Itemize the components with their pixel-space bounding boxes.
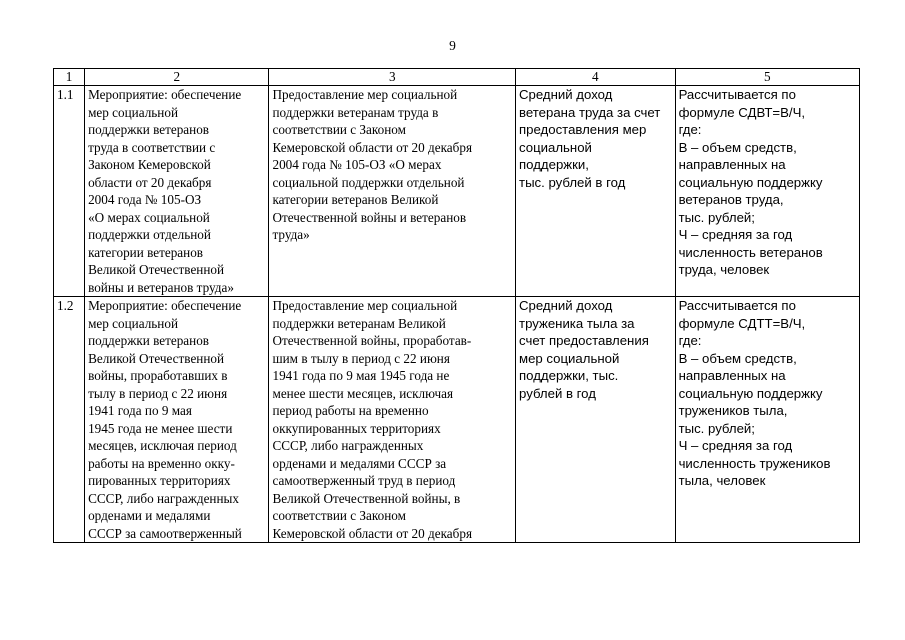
cell-text-line: социальную поддержку xyxy=(678,174,823,190)
cell-text-line: Великой Отечественной войны, в xyxy=(272,490,461,506)
cell-text-line: Великой Отечественной xyxy=(88,350,225,366)
cell-text-line: труда в соответствии с xyxy=(88,139,216,155)
column-header: 4 xyxy=(516,69,676,86)
cell-text-line: Отечественной войны и ветеранов xyxy=(272,209,467,225)
cell-text-line: оккупированных территориях xyxy=(272,420,441,436)
cell-text-line: тружеников тыла, xyxy=(678,403,788,418)
cell-text-line: работы на временно окку- xyxy=(88,455,235,471)
cell-text-line: формуле СДВТ=В/Ч, xyxy=(678,104,806,120)
cell-text-line: Ч – средняя за год xyxy=(678,438,793,453)
cell-text-line: 1941 года по 9 мая xyxy=(88,403,192,418)
measure-name-cell xyxy=(85,86,269,297)
indicator-cell xyxy=(516,86,676,297)
cell-text-line: Мероприятие: обеспечение xyxy=(88,298,242,313)
column-header: 3 xyxy=(269,69,516,86)
cell-text-line: социальную поддержку xyxy=(678,385,823,401)
cell-text-line: поддержки, xyxy=(519,157,589,172)
cell-text-line: мер социальной xyxy=(88,104,179,120)
cell-text-line: направленных на xyxy=(678,368,786,383)
cell-text-line: период работы на временно xyxy=(272,403,429,418)
cell-text-line: СССР, либо награжденных xyxy=(272,438,424,453)
measure-name-cell xyxy=(85,297,269,543)
measures-table xyxy=(53,68,860,543)
cell-text-line: предоставления мер xyxy=(519,122,647,137)
column-header: 2 xyxy=(85,69,269,86)
row-number-cell: 1.2 xyxy=(54,297,85,543)
cell-text-line: СССР за самоотверженный xyxy=(88,525,242,541)
cell-text-line: Ч – средняя за год xyxy=(678,227,793,242)
formula-cell xyxy=(675,297,859,543)
cell-text-line: Предоставление мер социальной xyxy=(272,298,458,313)
cell-text-line: Предоставление мер социальной xyxy=(272,87,458,102)
cell-text-line: войны, проработавших в xyxy=(88,368,228,383)
cell-text-line: категории ветеранов xyxy=(88,244,204,260)
cell-text-line: тылу в период с 22 июня xyxy=(88,385,228,401)
cell-text-line: рублей в год xyxy=(519,385,596,401)
cell-text-line: Кемеровской области от 20 декабря xyxy=(272,525,473,541)
row-number-cell: 1.1 xyxy=(54,86,85,297)
cell-text-line: 2004 года № 105-ОЗ xyxy=(88,192,202,207)
cell-text-line: пированных территориях xyxy=(88,473,231,488)
page-number: 9 xyxy=(449,38,456,53)
cell-text-line: области от 20 декабря xyxy=(88,174,212,190)
cell-text-line: орденами и медалями СССР за xyxy=(272,455,447,471)
cell-text-line: В – объем средств, xyxy=(678,139,797,155)
cell-text-line: тыс. рублей в год xyxy=(519,174,626,190)
cell-text-line: «О мерах социальной xyxy=(88,209,210,225)
cell-text-line: соответствии с Законом xyxy=(272,122,406,137)
cell-text-line: мер социальной xyxy=(519,350,620,366)
cell-text-line: поддержки ветеранов xyxy=(88,122,210,137)
cell-text-line: мер социальной xyxy=(88,315,179,331)
cell-text-line: месяцев, исключая период xyxy=(88,438,237,453)
column-header: 1 xyxy=(54,69,85,86)
cell-text-line: поддержки ветеранам труда в xyxy=(272,104,439,120)
cell-text-line: численность тружеников xyxy=(678,455,831,471)
cell-text-line: менее шести месяцев, исключая xyxy=(272,385,454,401)
cell-text-line: направленных на xyxy=(678,157,786,172)
cell-text-line: тыс. рублей; xyxy=(678,420,755,436)
cell-text-line: Мероприятие: обеспечение xyxy=(88,87,242,102)
cell-text-line: поддержки, тыс. xyxy=(519,368,619,383)
cell-text-line: Средний доход xyxy=(519,87,613,102)
cell-text-line: войны и ветеранов труда» xyxy=(88,279,234,295)
cell-text-line: ветеранов труда, xyxy=(678,192,784,207)
cell-text-line: труда, человек xyxy=(678,262,770,277)
formula-cell xyxy=(675,86,859,297)
cell-text-line: самоотверженный труд в период xyxy=(272,473,456,488)
table-row xyxy=(54,86,860,297)
cell-text-line: 1941 года по 9 мая 1945 года не xyxy=(272,368,450,383)
cell-text-line: труда» xyxy=(272,227,310,242)
indicator-cell xyxy=(516,297,676,543)
cell-text-line: тыс. рублей; xyxy=(678,209,755,225)
cell-text-line: 2004 года № 105-ОЗ «О мерах xyxy=(272,157,442,172)
cell-text-line: Законом Кемеровской xyxy=(88,157,211,172)
cell-text-line: В – объем средств, xyxy=(678,350,797,366)
table-header-row xyxy=(54,69,860,86)
cell-text-line: численность ветеранов xyxy=(678,244,823,260)
cell-text-line: орденами и медалями xyxy=(88,508,211,523)
cell-text-line: социальной поддержки отдельной xyxy=(272,174,465,190)
cell-text-line: Рассчитывается по xyxy=(678,87,796,102)
cell-text-line: поддержки ветеранам Великой xyxy=(272,315,446,331)
cell-text-line: Средний доход xyxy=(519,298,613,313)
cell-text-line: поддержки ветеранов xyxy=(88,333,210,348)
cell-text-line: СССР, либо награжденных xyxy=(88,490,239,506)
table-body xyxy=(54,86,860,543)
cell-text-line: категории ветеранов Великой xyxy=(272,192,439,207)
cell-text-line: поддержки отдельной xyxy=(88,227,211,242)
cell-text-line: Великой Отечественной xyxy=(88,262,225,277)
cell-text-line: Рассчитывается по xyxy=(678,298,796,313)
table-row xyxy=(54,297,860,543)
measure-description-cell xyxy=(269,86,516,297)
cell-text-line: социальной xyxy=(519,139,592,155)
measure-description-cell xyxy=(269,297,516,543)
cell-text-line: соответствии с Законом xyxy=(272,508,406,523)
cell-text-line: формуле СДТТ=В/Ч, xyxy=(678,315,806,331)
cell-text-line: шим в тылу в период с 22 июня xyxy=(272,350,450,366)
cell-text-line: труженика тыла за xyxy=(519,315,635,331)
cell-text-line: счет предоставления xyxy=(519,333,649,348)
cell-text-line: где: xyxy=(678,122,702,137)
cell-text-line: ветерана труда за счет xyxy=(519,104,661,120)
cell-text-line: 1945 года не менее шести xyxy=(88,420,233,436)
cell-text-line: Отечественной войны, проработав- xyxy=(272,333,472,348)
cell-text-line: где: xyxy=(678,333,702,348)
column-header: 5 xyxy=(675,69,859,86)
cell-text-line: тыла, человек xyxy=(678,473,766,488)
cell-text-line: Кемеровской области от 20 декабря xyxy=(272,139,473,155)
